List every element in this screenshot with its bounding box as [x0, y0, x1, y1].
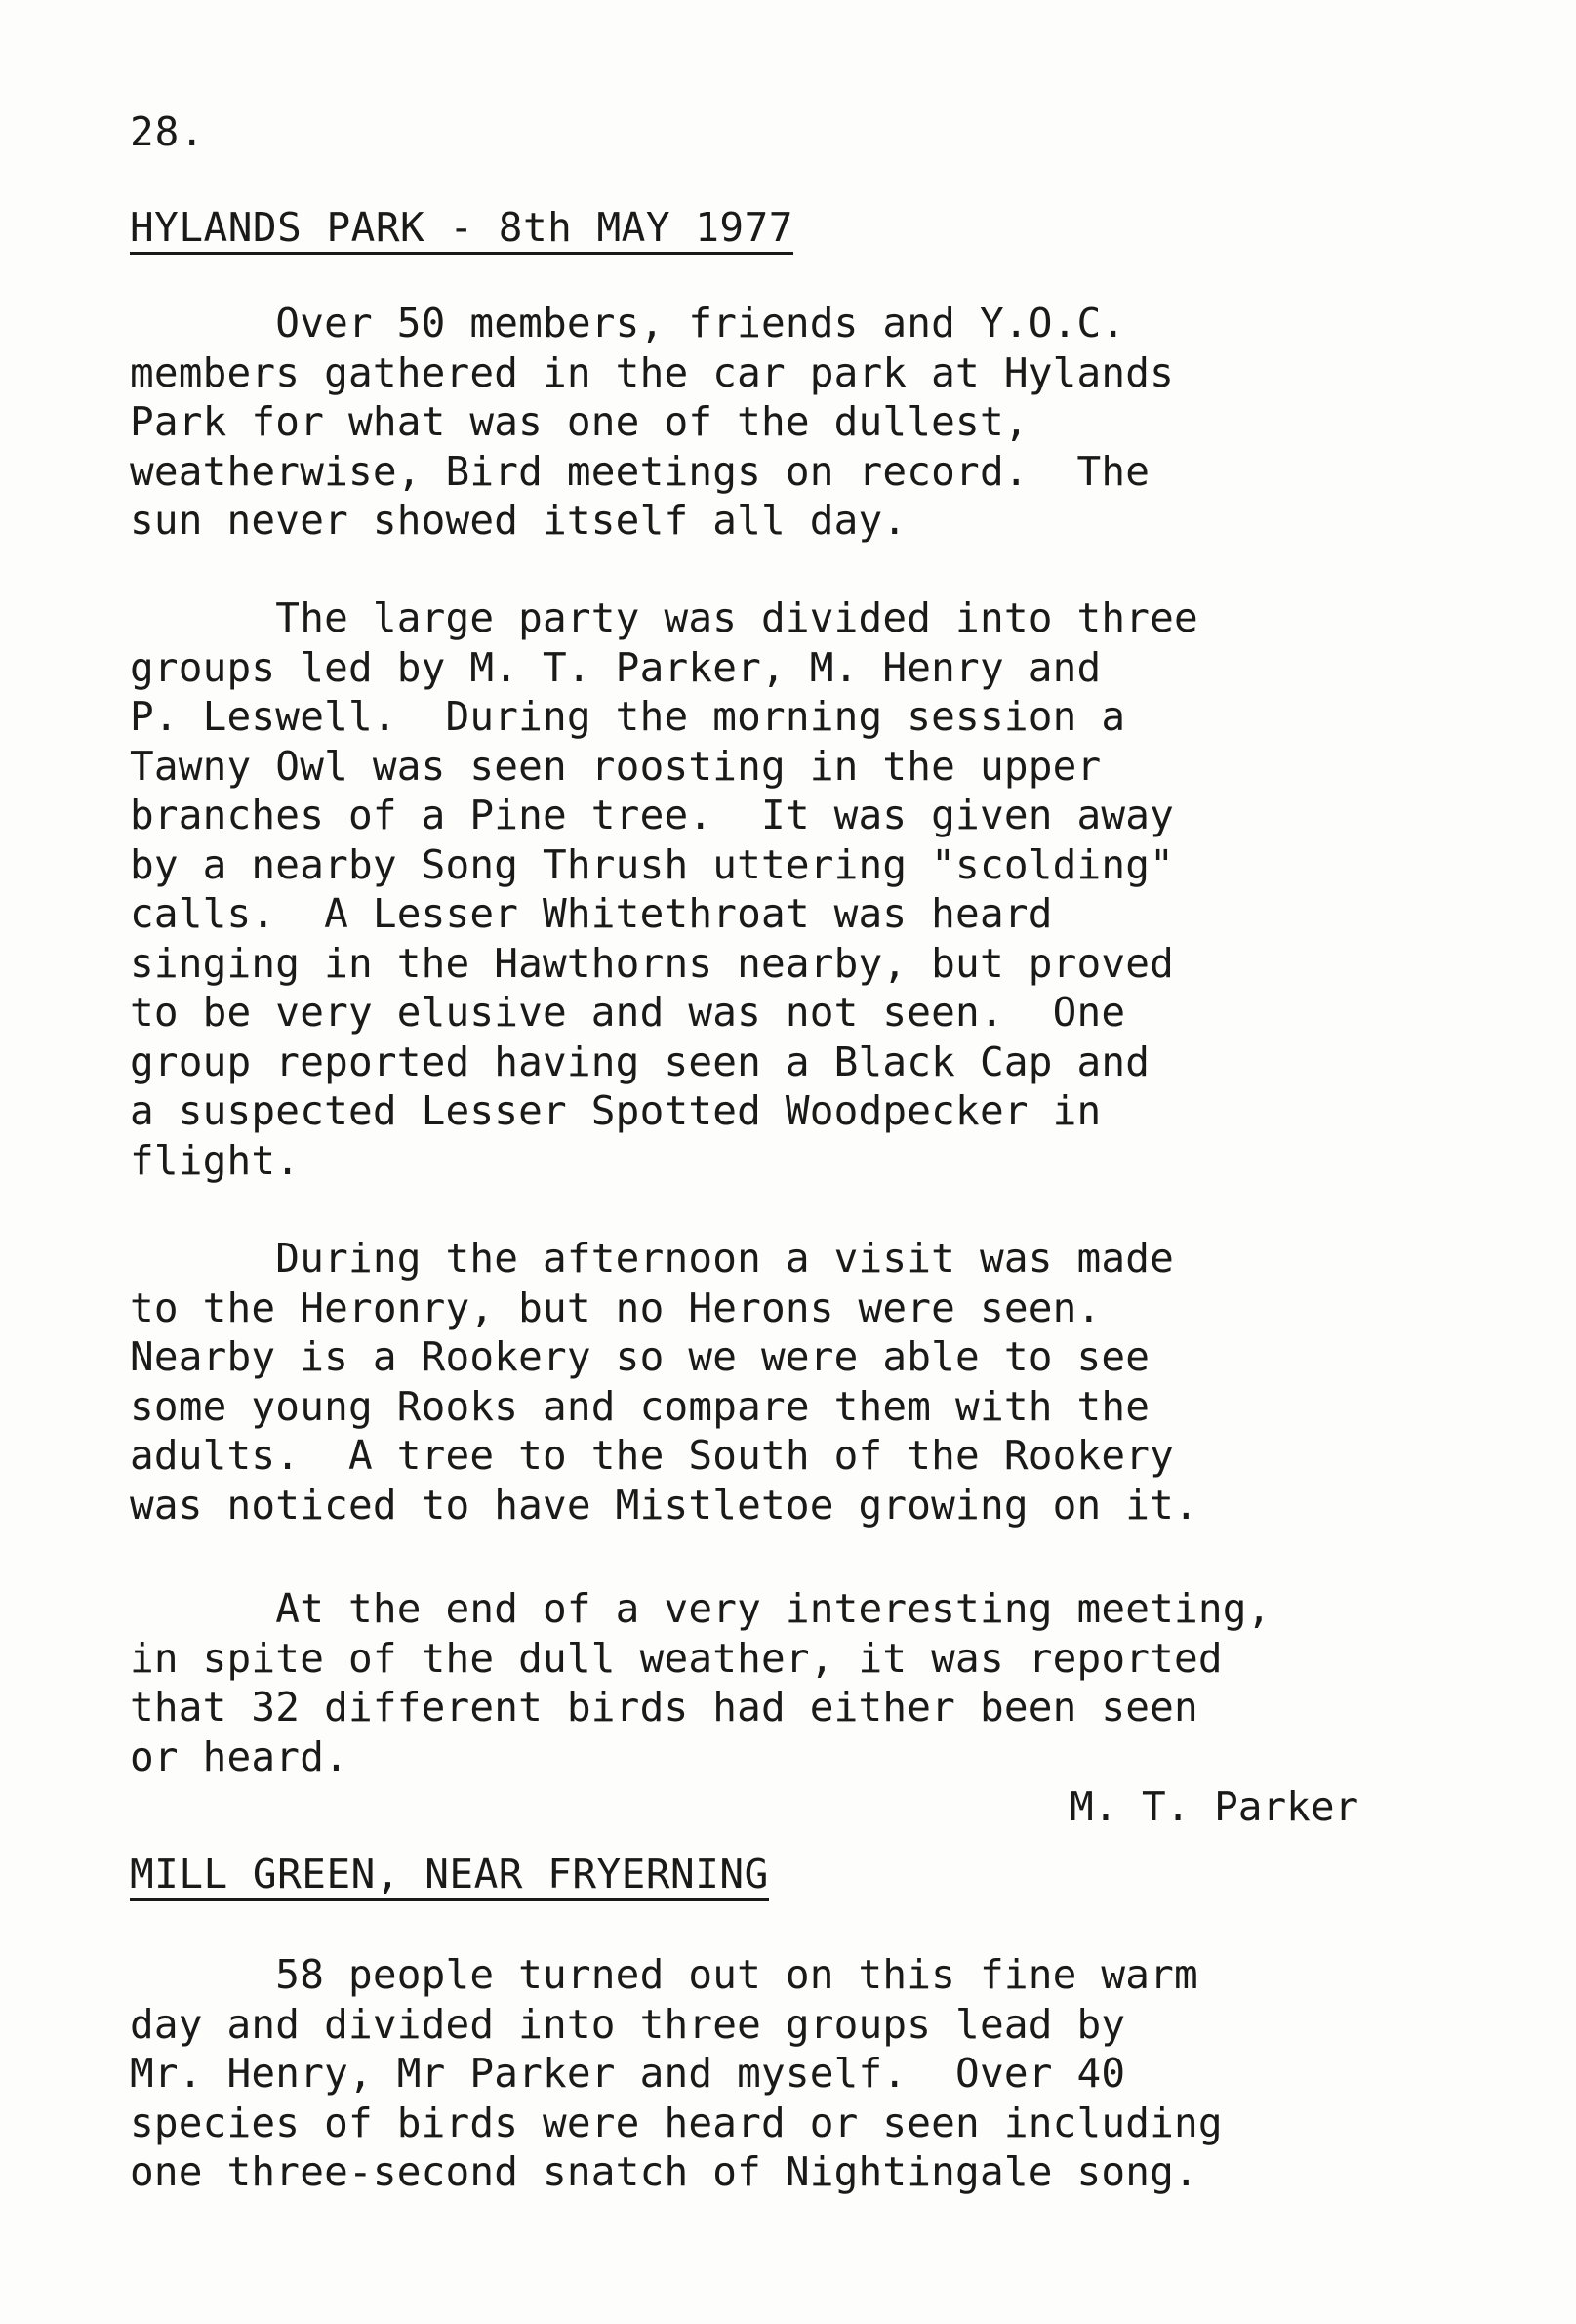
paragraph-mill-green: 58 people turned out on this fine warm day and divided into three groups lead by Mr. Henry, Mr Parker and myself. Over 40 species of birds were heard or seen including one three-second snatch of Nightingale song. — [130, 1951, 1223, 2195]
section-title-mill-green: MILL GREEN, NEAR FRYERNING — [130, 1850, 769, 1901]
signature-author: M. T. Parker — [1070, 1783, 1359, 1830]
paragraph-hylands-summary: At the end of a very interesting meeting, in spite of the dull weather, it was reported that 32 different birds had either been seen or heard. — [130, 1585, 1272, 1780]
page-number: 28. — [130, 108, 206, 155]
paragraph-hylands-morning: The large party was divided into three groups led by M. T. Parker, M. Henry and P. Leswell. During the morning session a Tawny Owl was seen roosting in the upper branches of a Pine tree. It was given away by a nearby Song Thrush uttering "scolding" calls. A Lesser Whitethroat was heard singing in the Hawthorns nearby, but proved to be very elusive and was not seen. One group reported having seen a Black Cap and a suspected Lesser Spotted Woodpecker in flight. — [130, 594, 1198, 1184]
section-title-hylands-park: HYLANDS PARK - 8th MAY 1977 — [130, 203, 793, 255]
paragraph-hylands-intro: Over 50 members, friends and Y.O.C. members gathered in the car park at Hylands Park for what was one of the dullest, weatherwise, Bird meetings on record. The sun never showed itself all day. — [130, 300, 1175, 544]
paragraph-hylands-afternoon: During the afternoon a visit was made to the Heronry, but no Herons were seen. Nearby is a Rookery so we were able to see some young Rooks and compare them with the adults. A tree to the South of the Rookery was noticed to have Mistletoe growing on it. — [130, 1235, 1198, 1529]
